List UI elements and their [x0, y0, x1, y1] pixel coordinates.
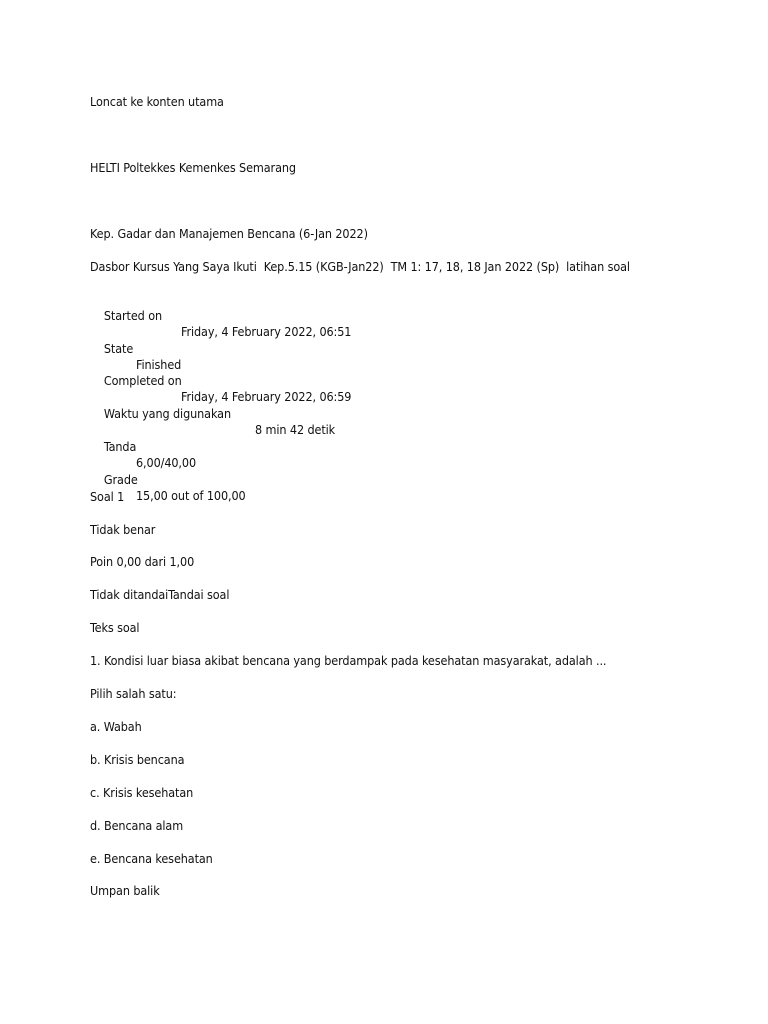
answer-option[interactable]: b. Krisis bencana	[90, 752, 185, 767]
state-value: Finished	[136, 357, 182, 372]
completed-on-label: Completed on	[103, 373, 182, 388]
feedback-label: Umpan balik	[90, 883, 160, 898]
answer-option[interactable]: e. Bencana kesehatan	[90, 851, 213, 866]
answer-option[interactable]: d. Bencana alam	[90, 818, 184, 833]
marks-label: Tanda	[103, 439, 137, 454]
answer-option[interactable]: c. Krisis kesehatan	[90, 785, 194, 800]
grade-value: 15,00 out of 100,00	[136, 488, 246, 503]
completed-on-value: Friday, 4 February 2022, 06:59	[181, 389, 352, 404]
site-name[interactable]: HELTI Poltekkes Kemenkes Semarang	[90, 160, 296, 175]
time-taken-label: Waktu yang digunakan	[103, 406, 231, 421]
answer-prompt: Pilih salah satu:	[90, 686, 177, 701]
marks-value: 6,00/40,00	[136, 455, 197, 470]
started-on-label: Started on	[103, 308, 162, 323]
started-on-value: Friday, 4 February 2022, 06:51	[181, 324, 352, 339]
question-text-label: Teks soal	[90, 620, 140, 635]
question-status: Tidak benar	[90, 522, 156, 537]
course-name[interactable]: Kep. Gadar dan Manajemen Bencana (6-Jan 2022)	[90, 226, 368, 241]
question-number: Soal 1	[90, 489, 125, 504]
answer-option[interactable]: a. Wabah	[90, 719, 142, 734]
state-label: State	[103, 341, 134, 356]
question-points: Poin 0,00 dari 1,00	[90, 554, 195, 569]
skip-to-content-link[interactable]: Loncat ke konten utama	[90, 94, 224, 109]
time-taken-value: 8 min 42 detik	[255, 422, 336, 437]
breadcrumb[interactable]: Dasbor Kursus Yang Saya Ikuti Kep.5.15 (KGB-Jan22) TM 1: 17, 18, 18 Jan 2022 (Sp) latihan soal	[90, 259, 630, 274]
grade-label: Grade	[103, 472, 138, 487]
flag-question-link[interactable]: Tidak ditandaiTandai soal	[90, 587, 230, 602]
question-text: 1. Kondisi luar biasa akibat bencana yang berdampak pada kesehatan masyarakat, adalah ...	[90, 653, 607, 668]
